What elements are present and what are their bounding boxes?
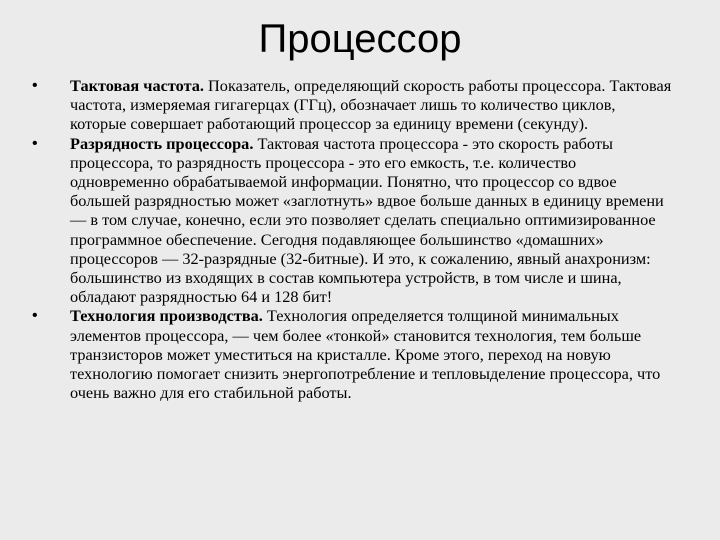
bullet-marker: • bbox=[32, 134, 38, 152]
bullet-text: Показатель, определяющий скорость работы процессора. Тактовая частота, измеряемая гигагерцах (ГГц), обозначает лишь то количество циклов, которые совершает работающий процессор за единицу времени (секунду). bbox=[70, 76, 672, 134]
bullet-item-bit-width bbox=[32, 134, 672, 307]
bullet-marker: • bbox=[32, 307, 38, 325]
bullet-item-clock-speed bbox=[32, 76, 672, 134]
bullet-item-process-technology bbox=[32, 306, 672, 402]
bullet-marker: • bbox=[32, 77, 38, 94]
bullet-heading: Технология производства. bbox=[70, 306, 263, 326]
bullet-heading: Тактовая частота. bbox=[70, 76, 204, 95]
bullet-heading: Разрядность процессора. bbox=[70, 133, 254, 153]
bullet-text: Тактовая частота процессора - это скорость работы процессора, то разрядность процессора - это его емкость, т.е. количество одновременно обрабатываемой информации. Понятно, что процессор со вдвое большей разрядностью может «заглотнуть» вдвое больше данных в единицу времени — в том случае, конечно, если это позволяет сделать специально оптимизированное программное обеспечение. Сегодня подавляющее большинство «домашних» процессоров — 32-разрядные (32-битные). И это, к сожалению, явный анахронизм: большинство из входящих в состав компьютера устройств, в том числе и шина, обладают разрядностью 64 и 128 бит! bbox=[70, 133, 664, 307]
bullet-text: Технология определяется толщиной минимальных элементов процессора, — чем более «тонкой» становится технология, тем больше транзисторов может уместиться на кристалле. Кроме этого, переход на новую технологию помогает снизить энергопотребление и тепловыделение процессора, что очень важно для его стабильной работы. bbox=[70, 306, 661, 403]
slide-title: Процессор bbox=[258, 17, 462, 61]
bullet-list bbox=[32, 76, 672, 402]
